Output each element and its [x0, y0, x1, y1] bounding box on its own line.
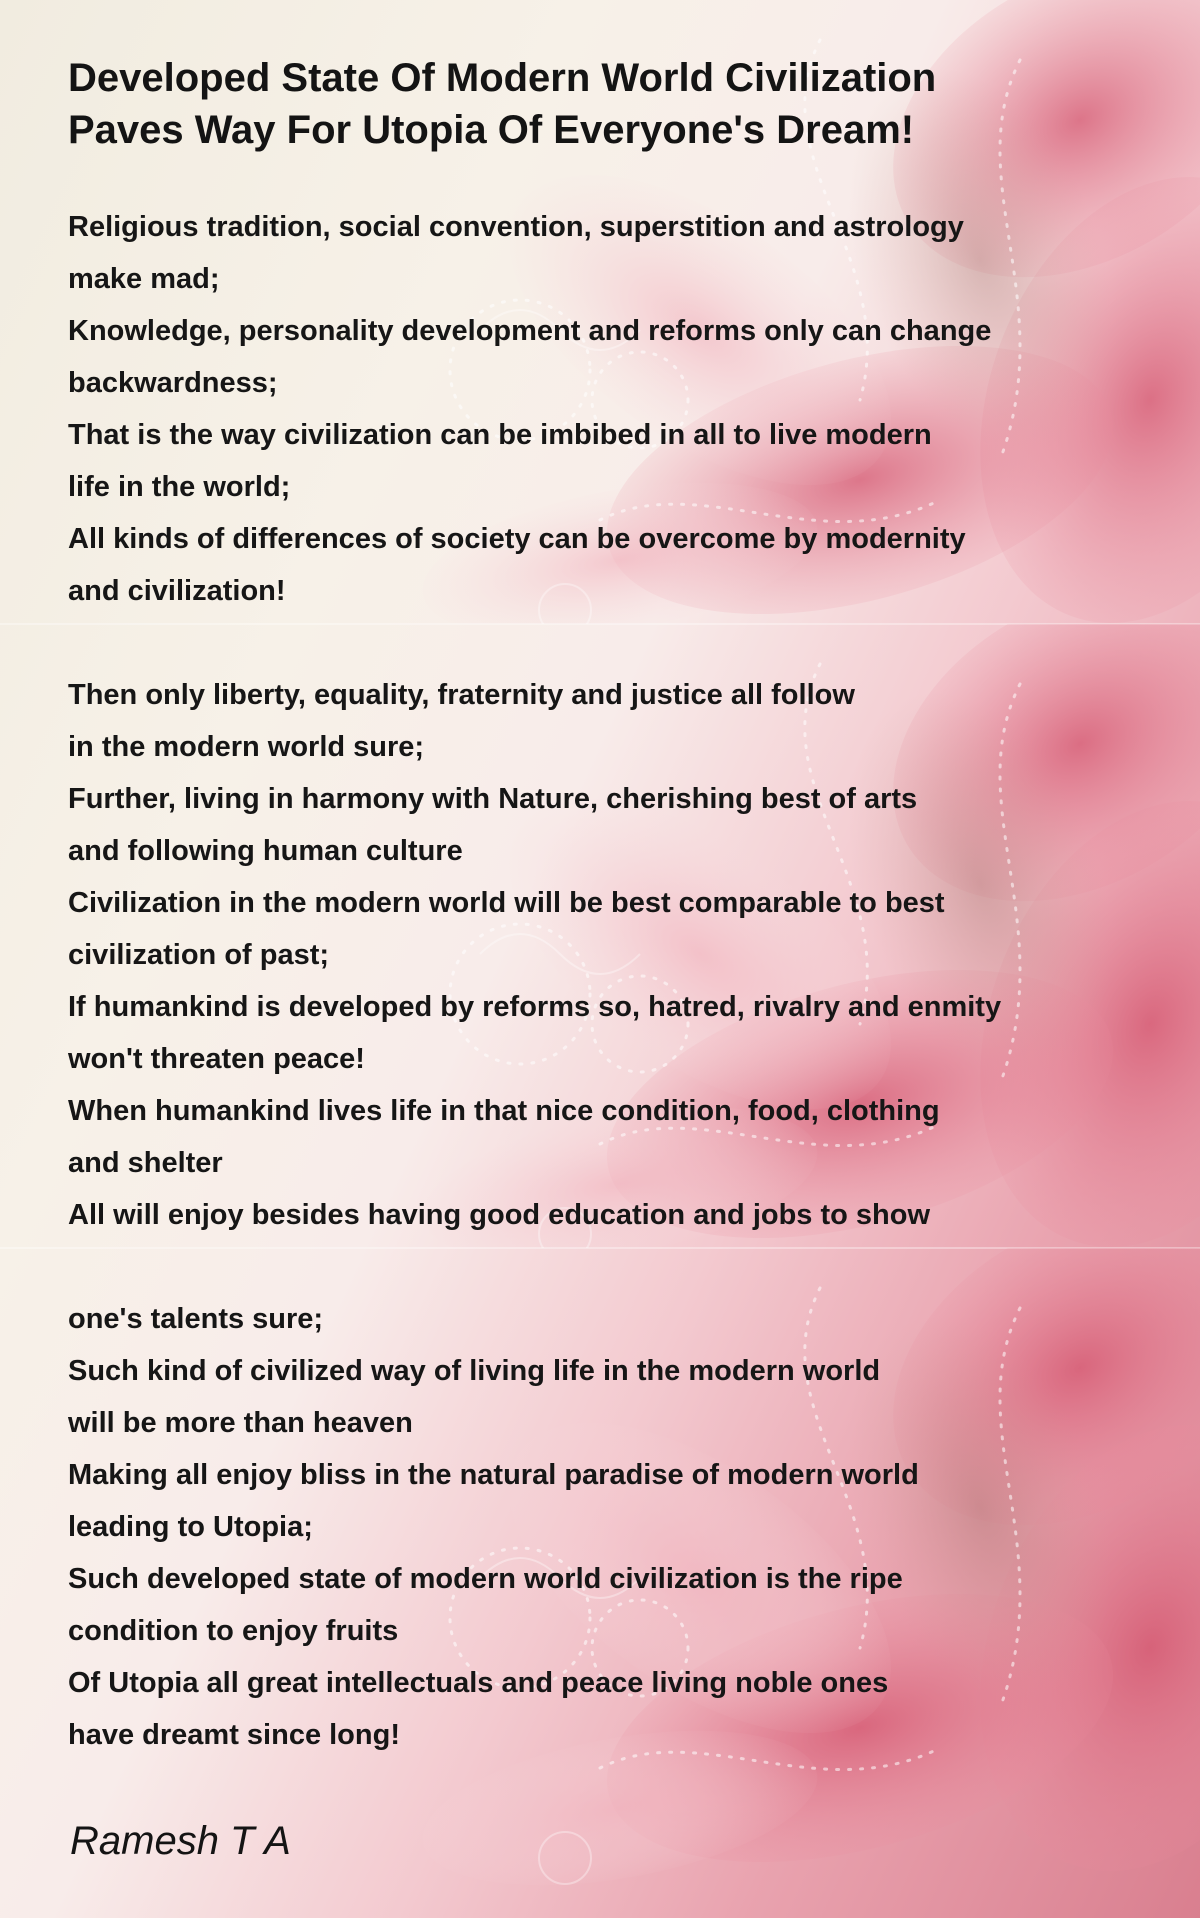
poem-stanza-2: [68, 669, 1128, 1241]
poem-line: condition to enjoy fruits: [68, 1615, 399, 1647]
poem-line: Of Utopia all great intellectuals and peace living noble ones: [68, 1667, 889, 1699]
poem-line: Making all enjoy bliss in the natural paradise of modern world: [68, 1459, 919, 1491]
poem-line: Knowledge, personality development and reforms only can change: [68, 315, 992, 347]
poem-line: That is the way civilization can be imbibed in all to live modern: [68, 419, 932, 451]
poem-line: life in the world;: [68, 471, 291, 503]
poem-line: make mad;: [68, 263, 220, 295]
poem-line: one's talents sure;: [68, 1303, 324, 1335]
poem-stanza-3: [68, 1293, 1128, 1761]
poem-line: All kinds of differences of society can be overcome by modernity: [68, 523, 966, 555]
poem-title-line: Paves Way For Utopia Of Everyone's Dream!: [68, 108, 915, 152]
poem-line: civilization of past;: [68, 939, 330, 971]
poem-stanza-1: [68, 201, 1128, 617]
poem-line: Such developed state of modern world civilization is the ripe: [68, 1563, 903, 1595]
poem-line: in the modern world sure;: [68, 731, 425, 763]
poem-line: Religious tradition, social convention, superstition and astrology: [68, 211, 964, 243]
poem-line: Then only liberty, equality, fraternity and justice all follow: [68, 679, 855, 711]
poem-title-line: Developed State Of Modern World Civilization: [68, 56, 937, 100]
poem-line: Such kind of civilized way of living life in the modern world: [68, 1355, 881, 1387]
poem-line: leading to Utopia;: [68, 1511, 313, 1543]
poem-title: [68, 52, 1108, 156]
poem-line: All will enjoy besides having good education and jobs to show: [68, 1199, 931, 1231]
poem-line: Civilization in the modern world will be best comparable to best: [68, 887, 945, 919]
poem-line: will be more than heaven: [68, 1407, 413, 1439]
poem-line: backwardness;: [68, 367, 278, 399]
poem-line: Further, living in harmony with Nature, cherishing best of arts: [68, 783, 918, 815]
poem-line: and civilization!: [68, 575, 286, 607]
poem-line: and shelter: [68, 1147, 223, 1179]
poem-line: If humankind is developed by reforms so, hatred, rivalry and enmity: [68, 991, 1002, 1023]
poem-line: won't threaten peace!: [68, 1043, 365, 1075]
poem-line: and following human culture: [68, 835, 463, 867]
poem-line: have dreamt since long!: [68, 1719, 400, 1751]
poem-line: When humankind lives life in that nice condition, food, clothing: [68, 1095, 940, 1127]
poem-author: Ramesh T A: [70, 1819, 291, 1863]
